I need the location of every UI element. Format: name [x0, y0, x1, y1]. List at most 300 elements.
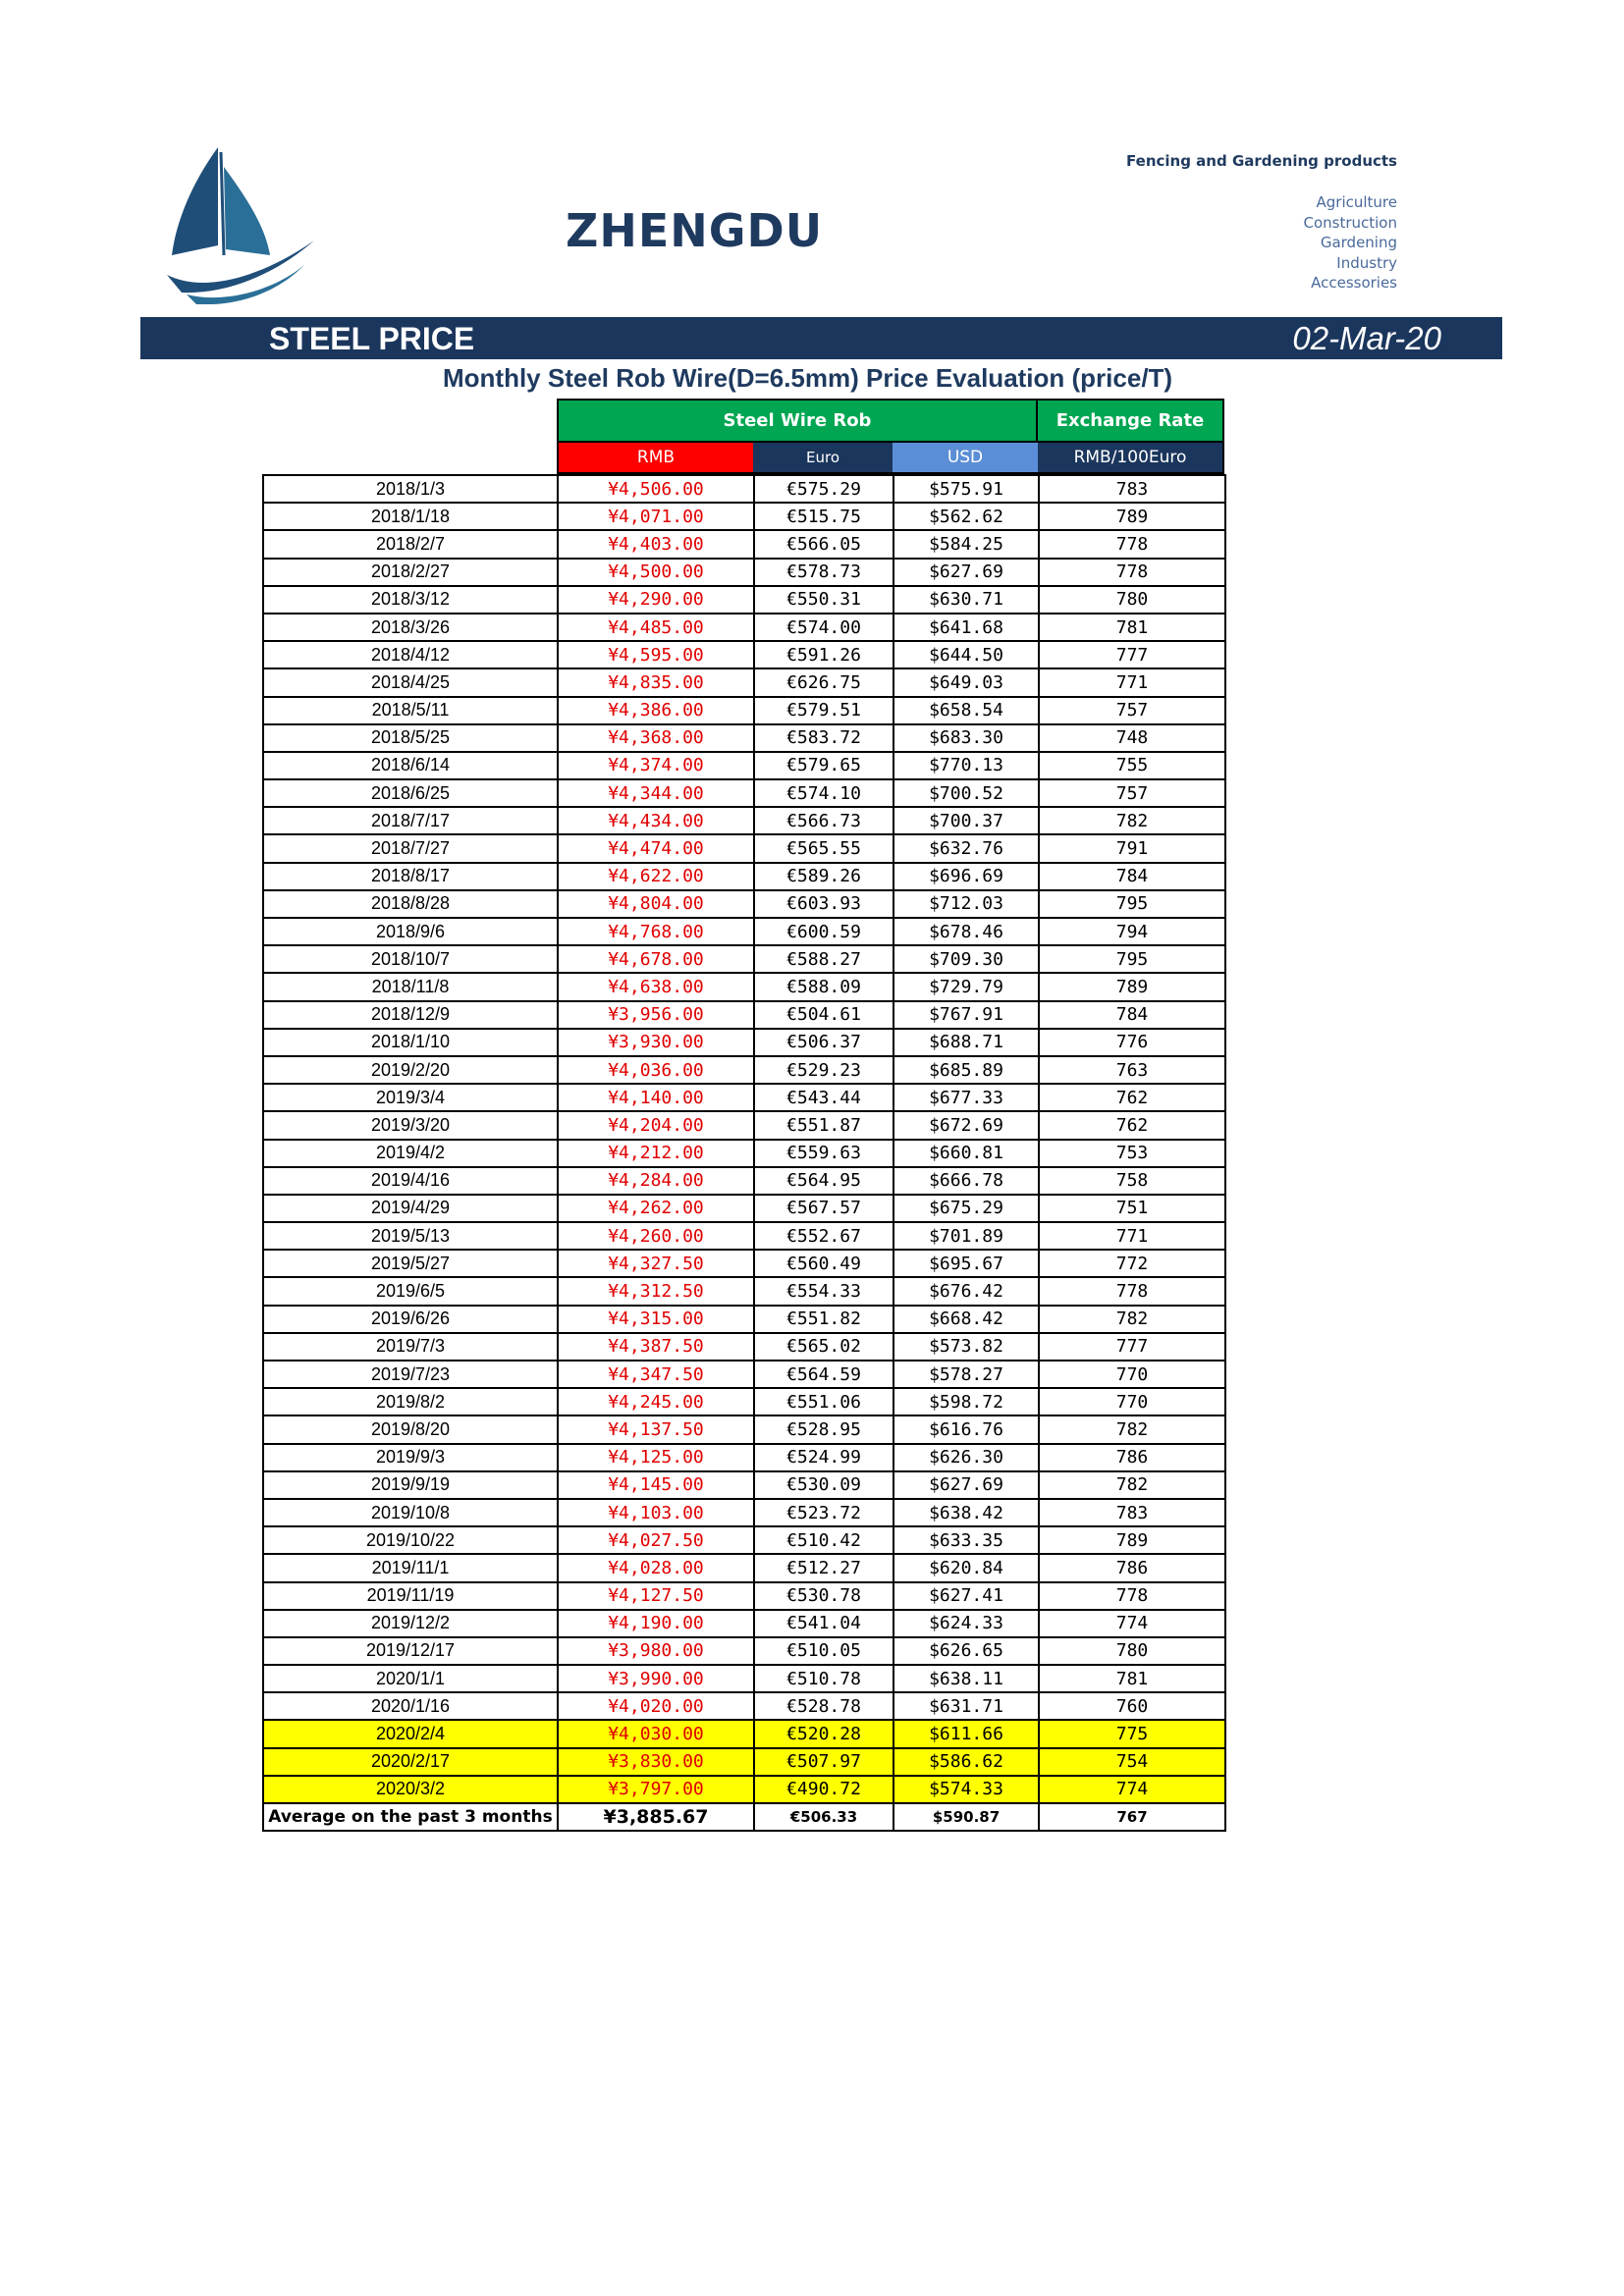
cell-rmb: ¥3,930.00 [558, 1029, 754, 1056]
cell-rate: 782 [1039, 1471, 1225, 1499]
cell-usd: $683.30 [893, 724, 1039, 752]
cell-rate: 758 [1039, 1167, 1225, 1195]
cell-rate: 770 [1039, 1388, 1225, 1415]
cell-rmb: ¥3,990.00 [558, 1665, 754, 1692]
average-euro: €506.33 [754, 1803, 893, 1831]
cell-usd: $627.69 [893, 559, 1039, 586]
cell-usd: $688.71 [893, 1029, 1039, 1056]
cell-usd: $644.50 [893, 641, 1039, 668]
average-usd: $590.87 [893, 1803, 1039, 1831]
cell-euro: €560.49 [754, 1250, 893, 1277]
cell-euro: €589.26 [754, 863, 893, 890]
cell-usd: $624.33 [893, 1610, 1039, 1637]
price-table-body [263, 475, 1225, 1831]
cell-date: 2018/1/10 [263, 1029, 558, 1056]
cell-date: 2018/9/6 [263, 918, 558, 945]
cell-euro: €566.05 [754, 530, 893, 558]
cell-date: 2019/6/5 [263, 1277, 558, 1305]
cell-rate: 784 [1039, 1001, 1225, 1029]
cell-rate: 777 [1039, 1333, 1225, 1361]
cell-euro: €507.97 [754, 1748, 893, 1776]
table-row [263, 1554, 1225, 1581]
cell-euro: €550.31 [754, 586, 893, 614]
cell-euro: €528.78 [754, 1692, 893, 1720]
cell-euro: €510.05 [754, 1637, 893, 1665]
cell-date: 2020/3/2 [263, 1776, 558, 1803]
cell-rate: 778 [1039, 1277, 1225, 1305]
cell-euro: €579.65 [754, 752, 893, 779]
cell-rmb: ¥4,020.00 [558, 1692, 754, 1720]
cell-rmb: ¥4,204.00 [558, 1111, 754, 1139]
cell-rate: 771 [1039, 668, 1225, 696]
exchange-rate-header: Exchange Rate [1038, 399, 1224, 443]
cell-rmb: ¥4,125.00 [558, 1444, 754, 1471]
table-row [263, 1140, 1225, 1167]
cell-usd: $633.35 [893, 1526, 1039, 1554]
cell-rate: 778 [1039, 530, 1225, 558]
cell-date: 2018/12/9 [263, 1001, 558, 1029]
cell-rmb: ¥4,027.50 [558, 1526, 754, 1554]
cell-rmb: ¥4,036.00 [558, 1056, 754, 1084]
cell-rmb: ¥4,768.00 [558, 918, 754, 945]
cell-euro: €551.82 [754, 1306, 893, 1333]
cell-rmb: ¥4,804.00 [558, 890, 754, 918]
cell-euro: €530.78 [754, 1582, 893, 1610]
cell-rmb: ¥4,622.00 [558, 863, 754, 890]
cell-usd: $626.65 [893, 1637, 1039, 1665]
cell-euro: €588.09 [754, 973, 893, 1000]
cell-rate: 782 [1039, 807, 1225, 834]
cell-rate: 794 [1039, 918, 1225, 945]
cell-usd: $770.13 [893, 752, 1039, 779]
cell-date: 2018/1/18 [263, 503, 558, 530]
cell-rate: 789 [1039, 973, 1225, 1000]
cell-rate: 782 [1039, 1415, 1225, 1443]
cell-rate: 762 [1039, 1084, 1225, 1111]
cell-date: 2019/12/17 [263, 1637, 558, 1665]
cell-rmb: ¥4,245.00 [558, 1388, 754, 1415]
cell-usd: $700.37 [893, 807, 1039, 834]
table-row [263, 1499, 1225, 1526]
cell-euro: €626.75 [754, 668, 893, 696]
cell-usd: $729.79 [893, 973, 1039, 1000]
cell-date: 2020/2/4 [263, 1720, 558, 1747]
cell-rmb: ¥4,387.50 [558, 1333, 754, 1361]
cell-rate: 795 [1039, 945, 1225, 973]
cell-usd: $616.76 [893, 1415, 1039, 1443]
cell-euro: €524.99 [754, 1444, 893, 1471]
cell-rate: 763 [1039, 1056, 1225, 1084]
cell-date: 2018/10/7 [263, 945, 558, 973]
cell-usd: $620.84 [893, 1554, 1039, 1581]
cell-rmb: ¥4,312.50 [558, 1277, 754, 1305]
cell-euro: €506.37 [754, 1029, 893, 1056]
cell-euro: €543.44 [754, 1084, 893, 1111]
steel-wire-header: Steel Wire Rob [557, 399, 1038, 443]
category-item: Construction [1303, 213, 1397, 232]
cell-date: 2019/11/19 [263, 1582, 558, 1610]
cell-rate: 771 [1039, 1222, 1225, 1250]
cell-usd: $676.42 [893, 1277, 1039, 1305]
table-row [263, 752, 1225, 779]
cell-euro: €490.72 [754, 1776, 893, 1803]
cell-date: 2018/2/7 [263, 530, 558, 558]
cell-usd: $641.68 [893, 614, 1039, 641]
cell-date: 2019/4/2 [263, 1140, 558, 1167]
cell-rate: 754 [1039, 1748, 1225, 1776]
cell-date: 2019/10/22 [263, 1526, 558, 1554]
cell-rmb: ¥4,835.00 [558, 668, 754, 696]
cell-rmb: ¥4,678.00 [558, 945, 754, 973]
cell-usd: $586.62 [893, 1748, 1039, 1776]
cell-usd: $574.33 [893, 1776, 1039, 1803]
cell-euro: €552.67 [754, 1222, 893, 1250]
cell-usd: $649.03 [893, 668, 1039, 696]
cell-euro: €530.09 [754, 1471, 893, 1499]
cell-rate: 748 [1039, 724, 1225, 752]
cell-usd: $638.42 [893, 1499, 1039, 1526]
cell-euro: €588.27 [754, 945, 893, 973]
cell-usd: $767.91 [893, 1001, 1039, 1029]
table-row [263, 918, 1225, 945]
table-row [263, 1388, 1225, 1415]
cell-date: 2019/4/29 [263, 1195, 558, 1222]
cell-rate: 795 [1039, 890, 1225, 918]
table-row [263, 1195, 1225, 1222]
average-rmb: ¥3,885.67 [558, 1803, 754, 1831]
cell-rmb: ¥4,344.00 [558, 779, 754, 807]
cell-date: 2018/4/12 [263, 641, 558, 668]
cell-usd: $712.03 [893, 890, 1039, 918]
euro-column-header: Euro [753, 443, 893, 474]
table-row [263, 1471, 1225, 1499]
cell-usd: $578.27 [893, 1361, 1039, 1388]
cell-usd: $709.30 [893, 945, 1039, 973]
cell-rate: 782 [1039, 1306, 1225, 1333]
table-row [263, 1582, 1225, 1610]
cell-usd: $630.71 [893, 586, 1039, 614]
cell-usd: $672.69 [893, 1111, 1039, 1139]
cell-usd: $701.89 [893, 1222, 1039, 1250]
cell-rmb: ¥4,028.00 [558, 1554, 754, 1581]
table-row [263, 1444, 1225, 1471]
cell-euro: €565.02 [754, 1333, 893, 1361]
cell-rmb: ¥4,327.50 [558, 1250, 754, 1277]
average-row [263, 1803, 1225, 1831]
rmb-column-header: RMB [557, 443, 753, 474]
table-row [263, 1526, 1225, 1554]
cell-euro: €515.75 [754, 503, 893, 530]
cell-date: 2019/2/20 [263, 1056, 558, 1084]
cell-rate: 776 [1039, 1029, 1225, 1056]
cell-date: 2019/3/20 [263, 1111, 558, 1139]
table-row [263, 1250, 1225, 1277]
table-row [263, 503, 1225, 530]
cell-date: 2018/7/27 [263, 834, 558, 862]
table-row [263, 1001, 1225, 1029]
cell-euro: €578.73 [754, 559, 893, 586]
cell-euro: €591.26 [754, 641, 893, 668]
category-item: Gardening [1320, 234, 1397, 251]
cell-rmb: ¥4,262.00 [558, 1195, 754, 1222]
cell-usd: $675.29 [893, 1195, 1039, 1222]
cell-euro: €554.33 [754, 1277, 893, 1305]
table-row [263, 614, 1225, 641]
cell-usd: $631.71 [893, 1692, 1039, 1720]
cell-usd: $677.33 [893, 1084, 1039, 1111]
cell-usd: $700.52 [893, 779, 1039, 807]
cell-rate: 751 [1039, 1195, 1225, 1222]
cell-date: 2018/1/3 [263, 475, 558, 503]
cell-rate: 770 [1039, 1361, 1225, 1388]
table-row [263, 475, 1225, 503]
cell-rmb: ¥4,190.00 [558, 1610, 754, 1637]
cell-rmb: ¥4,284.00 [558, 1167, 754, 1195]
table-row [263, 807, 1225, 834]
cell-usd: $626.30 [893, 1444, 1039, 1471]
cell-rate: 777 [1039, 641, 1225, 668]
cell-rate: 778 [1039, 559, 1225, 586]
cell-usd: $666.78 [893, 1167, 1039, 1195]
cell-rmb: ¥4,030.00 [558, 1720, 754, 1747]
cell-date: 2020/1/1 [263, 1665, 558, 1692]
cell-euro: €567.57 [754, 1195, 893, 1222]
cell-date: 2018/8/28 [263, 890, 558, 918]
cell-usd: $627.41 [893, 1582, 1039, 1610]
cell-euro: €574.10 [754, 779, 893, 807]
cell-date: 2018/3/12 [263, 586, 558, 614]
cell-rmb: ¥4,290.00 [558, 586, 754, 614]
table-row [263, 1222, 1225, 1250]
cell-rmb: ¥4,347.50 [558, 1361, 754, 1388]
cell-rmb: ¥4,500.00 [558, 559, 754, 586]
cell-rate: 789 [1039, 1526, 1225, 1554]
cell-date: 2018/8/17 [263, 863, 558, 890]
cell-rate: 786 [1039, 1444, 1225, 1471]
table-row [263, 1415, 1225, 1443]
cell-euro: €564.95 [754, 1167, 893, 1195]
title-banner [140, 317, 1502, 359]
cell-rmb: ¥4,145.00 [558, 1471, 754, 1499]
cell-rate: 783 [1039, 475, 1225, 503]
cell-euro: €565.55 [754, 834, 893, 862]
table-row [263, 1084, 1225, 1111]
table-row [263, 779, 1225, 807]
cell-date: 2019/6/26 [263, 1306, 558, 1333]
cell-date: 2020/2/17 [263, 1748, 558, 1776]
cell-euro: €551.06 [754, 1388, 893, 1415]
cell-date: 2018/6/25 [263, 779, 558, 807]
cell-date: 2019/8/20 [263, 1415, 558, 1443]
cell-euro: €603.93 [754, 890, 893, 918]
category-list [1303, 192, 1397, 294]
table-row [263, 1029, 1225, 1056]
rate-column-header: RMB/100Euro [1038, 443, 1224, 474]
cell-rmb: ¥4,595.00 [558, 641, 754, 668]
cell-date: 2019/4/16 [263, 1167, 558, 1195]
table-row [263, 1637, 1225, 1665]
cell-rmb: ¥4,127.50 [558, 1582, 754, 1610]
cell-date: 2019/5/13 [263, 1222, 558, 1250]
cell-date: 2019/3/4 [263, 1084, 558, 1111]
cell-rate: 784 [1039, 863, 1225, 890]
cell-rate: 775 [1039, 1720, 1225, 1747]
cell-usd: $658.54 [893, 697, 1039, 724]
table-row [263, 1692, 1225, 1720]
table-row [263, 863, 1225, 890]
cell-euro: €520.28 [754, 1720, 893, 1747]
cell-date: 2019/9/3 [263, 1444, 558, 1471]
table-row [263, 641, 1225, 668]
cell-rate: 757 [1039, 779, 1225, 807]
cell-rmb: ¥4,212.00 [558, 1140, 754, 1167]
cell-date: 2018/4/25 [263, 668, 558, 696]
cell-usd: $584.25 [893, 530, 1039, 558]
sailboat-logo-icon [167, 147, 314, 304]
cell-rmb: ¥4,137.50 [558, 1415, 754, 1443]
cell-rmb: ¥4,638.00 [558, 973, 754, 1000]
cell-date: 2018/7/17 [263, 807, 558, 834]
category-item: Accessories [1311, 274, 1397, 292]
cell-date: 2018/6/14 [263, 752, 558, 779]
table-row [263, 973, 1225, 1000]
table-row [263, 890, 1225, 918]
cell-date: 2019/12/2 [263, 1610, 558, 1637]
cell-rmb: ¥4,103.00 [558, 1499, 754, 1526]
cell-date: 2018/3/26 [263, 614, 558, 641]
page-subtitle: Monthly Steel Rob Wire(D=6.5mm) Price Evaluation (price/T) [443, 363, 1173, 393]
cell-usd: $695.67 [893, 1250, 1039, 1277]
table-row [263, 668, 1225, 696]
cell-rmb: ¥4,140.00 [558, 1084, 754, 1111]
cell-rate: 760 [1039, 1692, 1225, 1720]
cell-rate: 755 [1039, 752, 1225, 779]
cell-rate: 772 [1039, 1250, 1225, 1277]
cell-usd: $638.11 [893, 1665, 1039, 1692]
cell-usd: $678.46 [893, 918, 1039, 945]
cell-rmb: ¥4,315.00 [558, 1306, 754, 1333]
cell-rmb: ¥4,403.00 [558, 530, 754, 558]
cell-rmb: ¥4,386.00 [558, 697, 754, 724]
cell-euro: €523.72 [754, 1499, 893, 1526]
cell-rmb: ¥4,506.00 [558, 475, 754, 503]
cell-rmb: ¥4,434.00 [558, 807, 754, 834]
cell-rate: 783 [1039, 1499, 1225, 1526]
cell-date: 2019/7/3 [263, 1333, 558, 1361]
cell-usd: $627.69 [893, 1471, 1039, 1499]
cell-euro: €575.29 [754, 475, 893, 503]
table-row [263, 530, 1225, 558]
cell-euro: €512.27 [754, 1554, 893, 1581]
cell-usd: $573.82 [893, 1333, 1039, 1361]
usd-column-header: USD [893, 443, 1038, 474]
cell-usd: $696.69 [893, 863, 1039, 890]
cell-rmb: ¥3,980.00 [558, 1637, 754, 1665]
category-item: Industry [1336, 253, 1397, 272]
cell-usd: $632.76 [893, 834, 1039, 862]
cell-euro: €551.87 [754, 1111, 893, 1139]
cell-rate: 786 [1039, 1554, 1225, 1581]
cell-usd: $562.62 [893, 503, 1039, 530]
table-row [263, 834, 1225, 862]
table-row [263, 1056, 1225, 1084]
table-row [263, 1776, 1225, 1803]
banner-date: 02-Mar-20 [1292, 320, 1441, 356]
cell-date: 2018/5/25 [263, 724, 558, 752]
cell-euro: €600.59 [754, 918, 893, 945]
cell-euro: €528.95 [754, 1415, 893, 1443]
cell-usd: $611.66 [893, 1720, 1039, 1747]
cell-euro: €541.04 [754, 1610, 893, 1637]
cell-euro: €529.23 [754, 1056, 893, 1084]
table-row [263, 1720, 1225, 1747]
table-row [263, 724, 1225, 752]
table-row [263, 945, 1225, 973]
cell-euro: €564.59 [754, 1361, 893, 1388]
cell-euro: €559.63 [754, 1140, 893, 1167]
cell-date: 2019/8/2 [263, 1388, 558, 1415]
cell-rmb: ¥4,374.00 [558, 752, 754, 779]
cell-rate: 791 [1039, 834, 1225, 862]
cell-date: 2020/1/16 [263, 1692, 558, 1720]
cell-rate: 781 [1039, 614, 1225, 641]
cell-date: 2018/11/8 [263, 973, 558, 1000]
cell-rmb: ¥4,368.00 [558, 724, 754, 752]
cell-rmb: ¥3,956.00 [558, 1001, 754, 1029]
cell-euro: €510.42 [754, 1526, 893, 1554]
table-row [263, 1277, 1225, 1305]
cell-rate: 774 [1039, 1776, 1225, 1803]
table-row [263, 1610, 1225, 1637]
category-item: Agriculture [1316, 193, 1397, 211]
cell-rate: 781 [1039, 1665, 1225, 1692]
banner-title: STEEL PRICE [269, 321, 475, 356]
cell-date: 2019/5/27 [263, 1250, 558, 1277]
cell-usd: $598.72 [893, 1388, 1039, 1415]
cell-date: 2018/5/11 [263, 697, 558, 724]
table-row [263, 586, 1225, 614]
cell-euro: €583.72 [754, 724, 893, 752]
brand-name: ZHENGDU [566, 204, 824, 257]
cell-date: 2019/11/1 [263, 1554, 558, 1581]
table-row [263, 1665, 1225, 1692]
cell-rmb: ¥4,474.00 [558, 834, 754, 862]
cell-rate: 757 [1039, 697, 1225, 724]
cell-rate: 778 [1039, 1582, 1225, 1610]
average-rate: 767 [1039, 1803, 1225, 1831]
cell-date: 2018/2/27 [263, 559, 558, 586]
cell-rate: 780 [1039, 1637, 1225, 1665]
cell-rate: 753 [1039, 1140, 1225, 1167]
cell-usd: $575.91 [893, 475, 1039, 503]
cell-usd: $685.89 [893, 1056, 1039, 1084]
table-row [263, 1361, 1225, 1388]
cell-euro: €504.61 [754, 1001, 893, 1029]
cell-rmb: ¥4,260.00 [558, 1222, 754, 1250]
cell-rate: 774 [1039, 1610, 1225, 1637]
table-row [263, 1748, 1225, 1776]
cell-usd: $660.81 [893, 1140, 1039, 1167]
cell-rate: 762 [1039, 1111, 1225, 1139]
average-label: Average on the past 3 months [263, 1803, 558, 1831]
table-row [263, 1333, 1225, 1361]
table-row [263, 1306, 1225, 1333]
cell-date: 2019/7/23 [263, 1361, 558, 1388]
cell-rmb: ¥3,830.00 [558, 1748, 754, 1776]
price-table [262, 474, 1226, 1832]
cell-euro: €579.51 [754, 697, 893, 724]
cell-date: 2019/10/8 [263, 1499, 558, 1526]
